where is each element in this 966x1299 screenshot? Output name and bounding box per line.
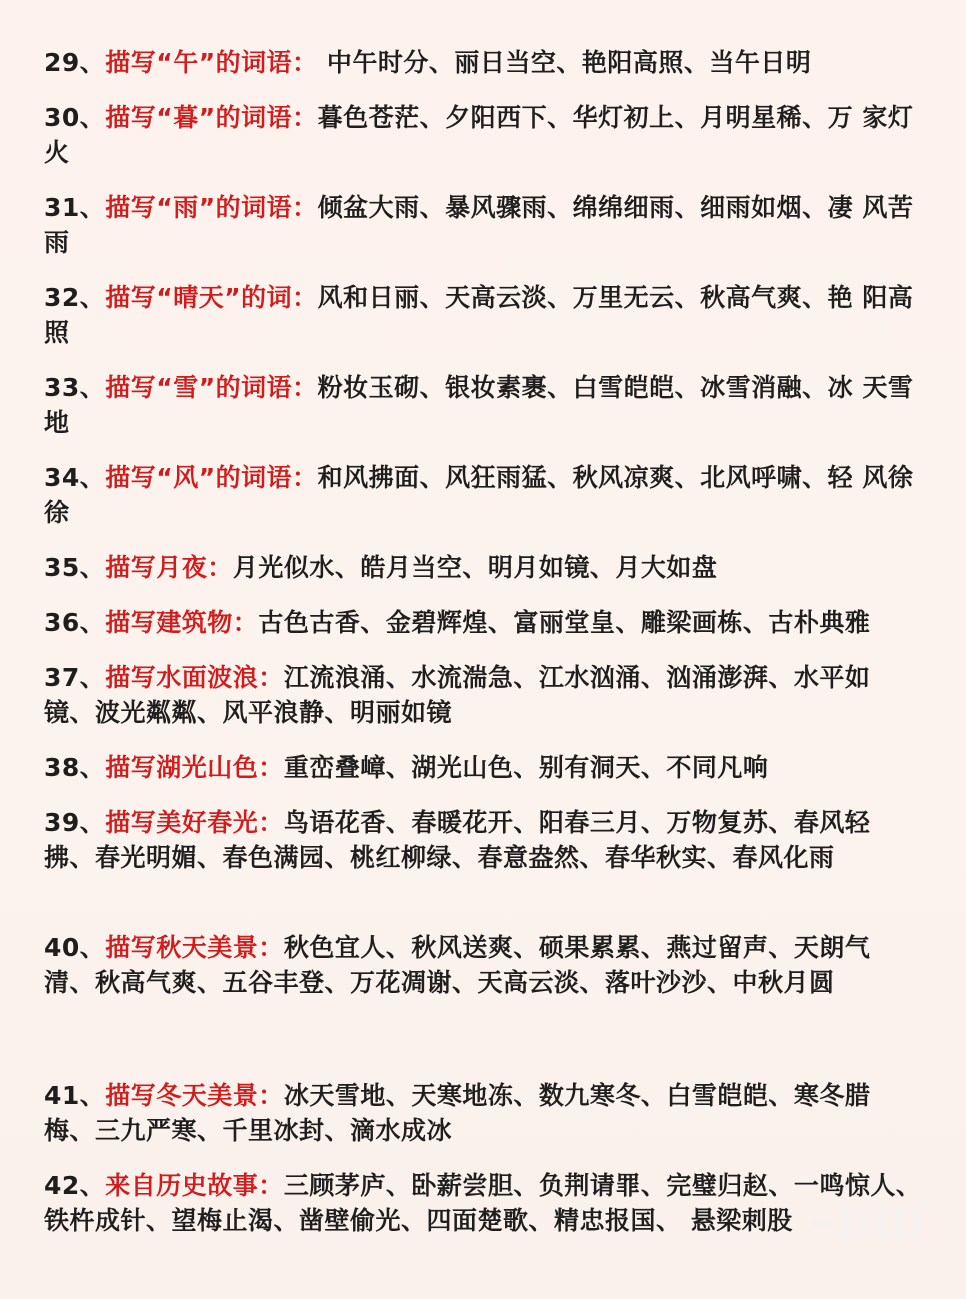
entry-number: 37、 (44, 663, 106, 692)
entry-content: 鸟语花香、春暖花开、阳春三月、万物复苏、春风轻 拂、春光明媚、春色满园、桃红柳绿、春意盎然、春华秋实、春风化雨 (44, 808, 871, 872)
entry-content: 倾盆大雨、暴风骤雨、绵绵细雨、细雨如烟、凄 风苦雨 (44, 193, 914, 257)
entry-label: 描写“暮”的词语： (105, 103, 318, 132)
entry-label: 描写“午”的词语： (105, 48, 318, 77)
entry-number: 41、 (44, 1081, 106, 1110)
entry-content: 月光似水、皓月当空、明月如镜、月大如盘 (232, 553, 718, 582)
entry-38 (44, 750, 924, 785)
entry-30 (44, 100, 924, 170)
entry-number: 33、 (44, 373, 106, 402)
entry-label: 描写美好春光： (105, 808, 284, 837)
entry-number: 29、 (44, 48, 106, 77)
watermark-graphic (722, 1203, 922, 1243)
entry-label: 描写“晴天”的词： (105, 283, 318, 312)
entry-content: 古色古香、金碧辉煌、富丽堂皇、雕梁画栋、古朴典雅 (258, 608, 871, 637)
entry-content: 三顾茅庐、卧薪尝胆、负荆请罪、完璧归赵、一鸣惊人、铁杵成针、望梅止渴、凿壁偷光、四面楚歌、精忠报国、 悬梁刺股 (44, 1171, 922, 1235)
entry-content: 江流浪涌、水流湍急、江水汹涌、汹涌澎湃、水平如 镜、波光粼粼、风平浪静、明丽如镜 (44, 663, 871, 727)
entry-label: 描写建筑物： (105, 608, 259, 637)
entry-32 (44, 280, 924, 350)
entry-33 (44, 370, 924, 440)
entry-number: 39、 (44, 808, 106, 837)
entry-label: 描写湖光山色： (105, 753, 284, 782)
entry-content: 和风拂面、风狂雨猛、秋风凉爽、北风呼啸、轻 风徐徐 (44, 463, 914, 527)
entry-number: 36、 (44, 608, 106, 637)
watermark-bar (913, 1206, 922, 1240)
entry-number: 42、 (44, 1171, 106, 1200)
entry-39 (44, 805, 924, 875)
entry-40 (44, 930, 924, 1000)
entry-number: 40、 (44, 933, 106, 962)
entry-label: 描写秋天美景： (105, 933, 284, 962)
entry-37 (44, 660, 924, 730)
entry-content: 冰天雪地、天寒地冻、数九寒冬、白雪皑皑、寒冬腊 梅、三九严寒、千里冰封、滴水成冰 (44, 1081, 871, 1145)
entry-label: 描写冬天美景： (105, 1081, 284, 1110)
watermark-bar (895, 1206, 904, 1240)
entry-label: 来自历史故事： (105, 1171, 284, 1200)
entry-31 (44, 190, 924, 260)
entry-number: 38、 (44, 753, 106, 782)
entry-content: 中午时分、丽日当空、艳阳高照、当午日明 (317, 48, 812, 77)
entry-content: 风和日丽、天高云淡、万里无云、秋高气爽、艳 阳高照 (44, 283, 914, 347)
entry-34 (44, 460, 924, 530)
entry-content: 粉妆玉砌、银妆素裹、白雪皑皑、冰雪消融、冰 天雪地 (44, 373, 914, 437)
watermark-bar (859, 1206, 868, 1240)
entry-number: 30、 (44, 103, 106, 132)
entry-number: 35、 (44, 553, 106, 582)
entry-number: 34、 (44, 463, 106, 492)
entry-label: 描写水面波浪： (105, 663, 284, 692)
entry-29 (44, 45, 924, 80)
entry-41 (44, 1078, 924, 1148)
entry-content: 重峦叠嶂、湖光山色、别有洞天、不同凡响 (283, 753, 769, 782)
entry-label: 描写“雪”的词语： (105, 373, 318, 402)
entry-content: 秋色宜人、秋风送爽、硕果累累、燕过留声、天朗气 清、秋高气爽、五谷丰登、万花凋谢、天高云淡、落叶沙沙、中秋月圆 (44, 933, 871, 997)
watermark-bar (877, 1206, 886, 1240)
entry-label: 描写月夜： (105, 553, 233, 582)
entry-label: 描写“雨”的词语： (105, 193, 318, 222)
entry-36 (44, 605, 924, 640)
entry-35 (44, 550, 924, 585)
watermark-bar (841, 1206, 850, 1240)
entry-number: 31、 (44, 193, 106, 222)
watermark-dash (812, 1219, 832, 1228)
entry-label: 描写“风”的词语： (105, 463, 318, 492)
entry-content: 暮色苍茫、夕阳西下、华灯初上、月明星稀、万 家灯火 (44, 103, 914, 167)
entry-number: 32、 (44, 283, 106, 312)
